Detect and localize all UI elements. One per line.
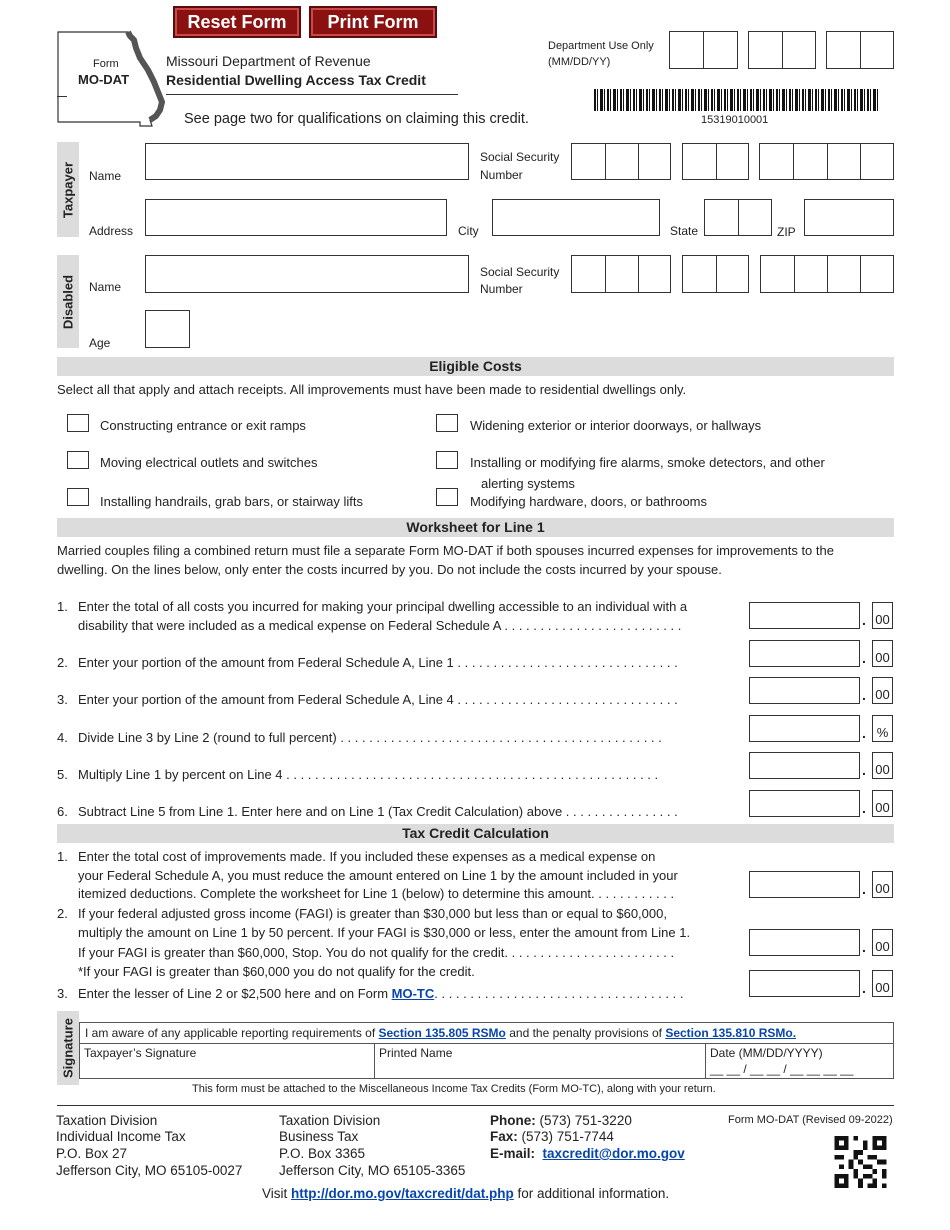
taxpayer-ssn-part2[interactable] [682,143,749,180]
ws-line-4-amount[interactable] [749,715,860,742]
dept-use-format: (MM/DD/YY) [548,56,611,68]
ws-line-5-suffix: 00 [872,752,893,779]
calc-line-3-text: Enter the lesser of Line 2 or $2,500 here and on Form MO-TC. . . . . . . . . . . . . . . . . . . . . . . . . . . . . . . . . . . [78,986,684,1001]
date-label: Date (MM/DD/YYYY) [710,1046,823,1060]
ws-line-2-suffix: 00 [872,640,893,667]
mo-tc-link[interactable]: MO-TC [391,986,435,1001]
calc-line-1-amount[interactable] [749,871,860,898]
ws-line-3-amount[interactable] [749,677,860,704]
date-input[interactable]: __ __ / __ __ / __ __ __ __ [710,1062,854,1076]
ws-line-1-amount[interactable] [749,602,860,629]
ws-line-3-suffix: 00 [872,677,893,704]
footer-fax: Fax: (573) 751-7744 [490,1129,614,1144]
calc-line-1-num: 1. [57,849,68,864]
printed-name-input[interactable] [376,1060,704,1078]
taxpayer-ssn-part3[interactable] [759,143,894,180]
ws-line-1-suffix: 00 [872,602,893,629]
disabled-ssn-part1[interactable] [571,255,671,293]
eligible-item-ramps: Constructing entrance or exit ramps [100,418,306,433]
taxpayer-ssn-label-2: Number [480,168,523,182]
taxpayer-state-label: State [670,224,699,238]
footer-col1-line3: P.O. Box 27 [56,1146,128,1161]
calc-line-2-text-b: multiply the amount on Line 1 by 50 percent. If your FAGI is $30,000 or less, enter the amount from Line 1. [78,925,691,940]
ws-line-5-amount[interactable] [749,752,860,779]
eligible-item-alarms: Installing or modifying fire alarms, smoke detectors, and other [470,455,825,470]
barcode-number: 15319010001 [701,114,769,126]
checkbox-handrails[interactable] [67,488,89,506]
ws-line-3-text: Enter your portion of the amount from Federal Schedule A, Line 4 . . . . . . . . . . . . . . . . . . . . . . . . . . . . . . . [78,692,678,707]
ws-line-1-text2: disability that were included as a medical expense on Federal Schedule A . . . . . . . . . . . . . . . . . . . . . . . . . [78,618,682,633]
barcode [594,89,880,111]
ws-line-6-num: 6. [57,804,68,819]
disabled-ssn-part3[interactable] [760,255,894,293]
signature-tab: Signature [57,1011,79,1085]
taxpayer-address-label: Address [89,224,134,238]
agency-name: Missouri Department of Revenue [166,53,371,69]
footer-col2-line2: Business Tax [279,1129,359,1144]
calc-line-2-text-c: If your FAGI is greater than $60,000, Stop. You do not qualify for the credit. . . . . . . . . . . . . . . . . . . . . . . . [78,945,675,960]
footer-col2-line1: Taxation Division [279,1113,381,1128]
footer-col1-line4: Jefferson City, MO 65105-0027 [56,1163,243,1178]
taxpayer-zip-label: ZIP [777,225,796,239]
calc-line-1-text-a: Enter the total cost of improvements made. If you included these expenses as a medical expense on [78,849,656,864]
taxpayer-name-input[interactable] [145,143,469,180]
disabled-ssn-part2[interactable] [682,255,749,293]
calc-line-1-text-b: your Federal Schedule A, you must reduce the amount entered on Line 1 by the amount included in your [78,868,678,883]
ws-line-5-num: 5. [57,767,68,782]
ws-line-2-amount[interactable] [749,640,860,667]
checkbox-hardware[interactable] [436,488,458,506]
ws-line-2-num: 2. [57,655,68,670]
worksheet-header: Worksheet for Line 1 [57,518,894,537]
footer-col1-line1: Taxation Division [56,1113,158,1128]
disabled-name-label: Name [89,280,122,294]
footer-email: E-mail: taxcredit@dor.mo.gov [490,1146,685,1161]
taxpayer-address-input[interactable] [145,199,447,236]
reset-form-button[interactable]: Reset Form [173,6,301,38]
eligible-item-hardware: Modifying hardware, doors, or bathrooms [470,494,708,509]
disabled-ssn-label-1: Social Security [480,265,560,279]
checkbox-outlets[interactable] [67,451,89,469]
calc-line-2-num: 2. [57,906,68,921]
ws-line-4-suffix: % [872,715,893,742]
ws-line-6-text: Subtract Line 5 from Line 1. Enter here and on Line 1 (Tax Credit Calculation) above . . . . . . . . . . . . . . . . [78,804,678,819]
printed-name-label: Printed Name [379,1046,453,1060]
calc-line-1-text-c: itemized deductions. Complete the worksheet for Line 1 (below) to determine this amount. . . . . . . . . . . . [78,886,675,901]
disabled-age-input[interactable] [145,310,190,348]
checkbox-alarms[interactable] [436,451,458,469]
taxpayer-ssn-label-1: Social Security [480,150,560,164]
taxpayer-city-label: City [458,224,479,238]
eligible-instruction: Select all that apply and attach receipts. All improvements must have been made to residential dwellings only. [57,382,687,397]
footer-col2-line4: Jefferson City, MO 65105-3365 [279,1163,466,1178]
calc-line-2-amount[interactable] [749,929,860,956]
dept-use-dd [748,31,816,69]
attach-note: This form must be attached to the Miscellaneous Income Tax Credits (Form MO-TC), along with your return. [192,1083,716,1095]
dept-use-mm [669,31,738,69]
visit-line: Visit http://dor.mo.gov/taxcredit/dat.php for additional information. [262,1186,670,1201]
ws-line-1-num: 1. [57,599,68,614]
disabled-age-label: Age [89,336,111,350]
disabled-ssn-label-2: Number [480,282,523,296]
eligible-costs-header: Eligible Costs [57,357,894,376]
ws-line-1-text: Enter the total of all costs you incurred for making your principal dwelling accessible to an individual with a [78,599,688,614]
dept-use-label: Department Use Only [548,40,654,52]
taxpayer-city-input[interactable] [492,199,660,236]
form-label: Form [93,58,119,70]
print-form-button[interactable]: Print Form [309,6,437,38]
ws-line-4-num: 4. [57,730,68,745]
eligible-item-doorways: Widening exterior or interior doorways, or hallways [470,418,762,433]
ws-line-3-num: 3. [57,692,68,707]
form-id: MO-DAT [78,72,130,87]
footer-col1-line2: Individual Income Tax [56,1129,186,1144]
taxpayer-state-input[interactable] [704,199,772,236]
ws-line-2-text: Enter your portion of the amount from Federal Schedule A, Line 1 . . . . . . . . . . . . . . . . . . . . . . . . . . . . . . . [78,655,678,670]
eligible-item-outlets: Moving electrical outlets and switches [100,455,318,470]
footer-phone: Phone: (573) 751-3220 [490,1113,632,1128]
ws-line-6-amount[interactable] [749,790,860,817]
footer-col2-line3: P.O. Box 3365 [279,1146,366,1161]
calc-line-1-suffix: 00 [872,871,893,898]
taxpayer-signature-input[interactable] [80,1060,373,1078]
taxpayer-signature-label: Taxpayer’s Signature [84,1046,197,1060]
email-link[interactable]: taxcredit@dor.mo.gov [542,1146,685,1161]
disabled-tab: Disabled [57,255,79,348]
checkbox-ramps[interactable] [67,414,89,432]
signature-awareness: I am aware of any applicable reporting requirements of Section 135.805 RSMo and the penalty provisions of Section 135.810 RSMo. [85,1026,797,1040]
qr-code-icon [833,1136,888,1188]
form-title: Residential Dwelling Access Tax Credit [166,72,426,88]
section-135-810-link[interactable]: Section 135.810 RSMo. [665,1026,797,1040]
ws-line-5-text: Multiply Line 1 by percent on Line 4 . . . . . . . . . . . . . . . . . . . . . . . . . . . . . . . . . . . . . . . . . . . . . . . . . . . . [78,767,659,782]
dept-use-yy [826,31,894,69]
calc-line-3-amount[interactable] [749,970,860,997]
calc-line-3-suffix: 00 [872,970,893,997]
calc-line-3-num: 3. [57,986,68,1001]
dat-info-link[interactable]: http://dor.mo.gov/taxcredit/dat.php [291,1186,514,1201]
qualification-note: See page two for qualifications on claiming this credit. [184,111,529,127]
form-revision: Form MO-DAT (Revised 09-2022) [728,1114,893,1126]
calc-line-2-text-d: *If your FAGI is greater than $60,000 you do not qualify for the credit. [78,964,475,979]
section-135-805-link[interactable]: Section 135.805 RSMo [378,1026,506,1040]
worksheet-intro-2: dwelling. On the lines below, only enter the costs incurred by you. Do not include the costs incurred by your spouse. [57,562,722,577]
calc-header: Tax Credit Calculation [57,824,894,843]
taxpayer-name-label: Name [89,169,122,183]
calc-line-2-text-a: If your federal adjusted gross income (FAGI) is greater than $30,000 but less than or equal to $60,000, [78,906,667,921]
calc-line-2-suffix: 00 [872,929,893,956]
ws-line-6-suffix: 00 [872,790,893,817]
worksheet-intro-1: Married couples filing a combined return must file a separate Form MO-DAT if both spouses incurred expenses for improvements to the [57,543,834,558]
taxpayer-zip-input[interactable] [804,199,894,236]
eligible-item-handrails: Installing handrails, grab bars, or stairway lifts [100,494,364,509]
taxpayer-ssn-part1[interactable] [571,143,671,180]
disabled-name-input[interactable] [145,255,469,293]
eligible-item-alarms-cont: alerting systems [481,476,575,491]
checkbox-doorways[interactable] [436,414,458,432]
ws-line-4-text: Divide Line 3 by Line 2 (round to full percent) . . . . . . . . . . . . . . . . . . . . . . . . . . . . . . . . . . . . . . . . . . . . . [78,730,662,745]
taxpayer-tab: Taxpayer [57,142,79,237]
